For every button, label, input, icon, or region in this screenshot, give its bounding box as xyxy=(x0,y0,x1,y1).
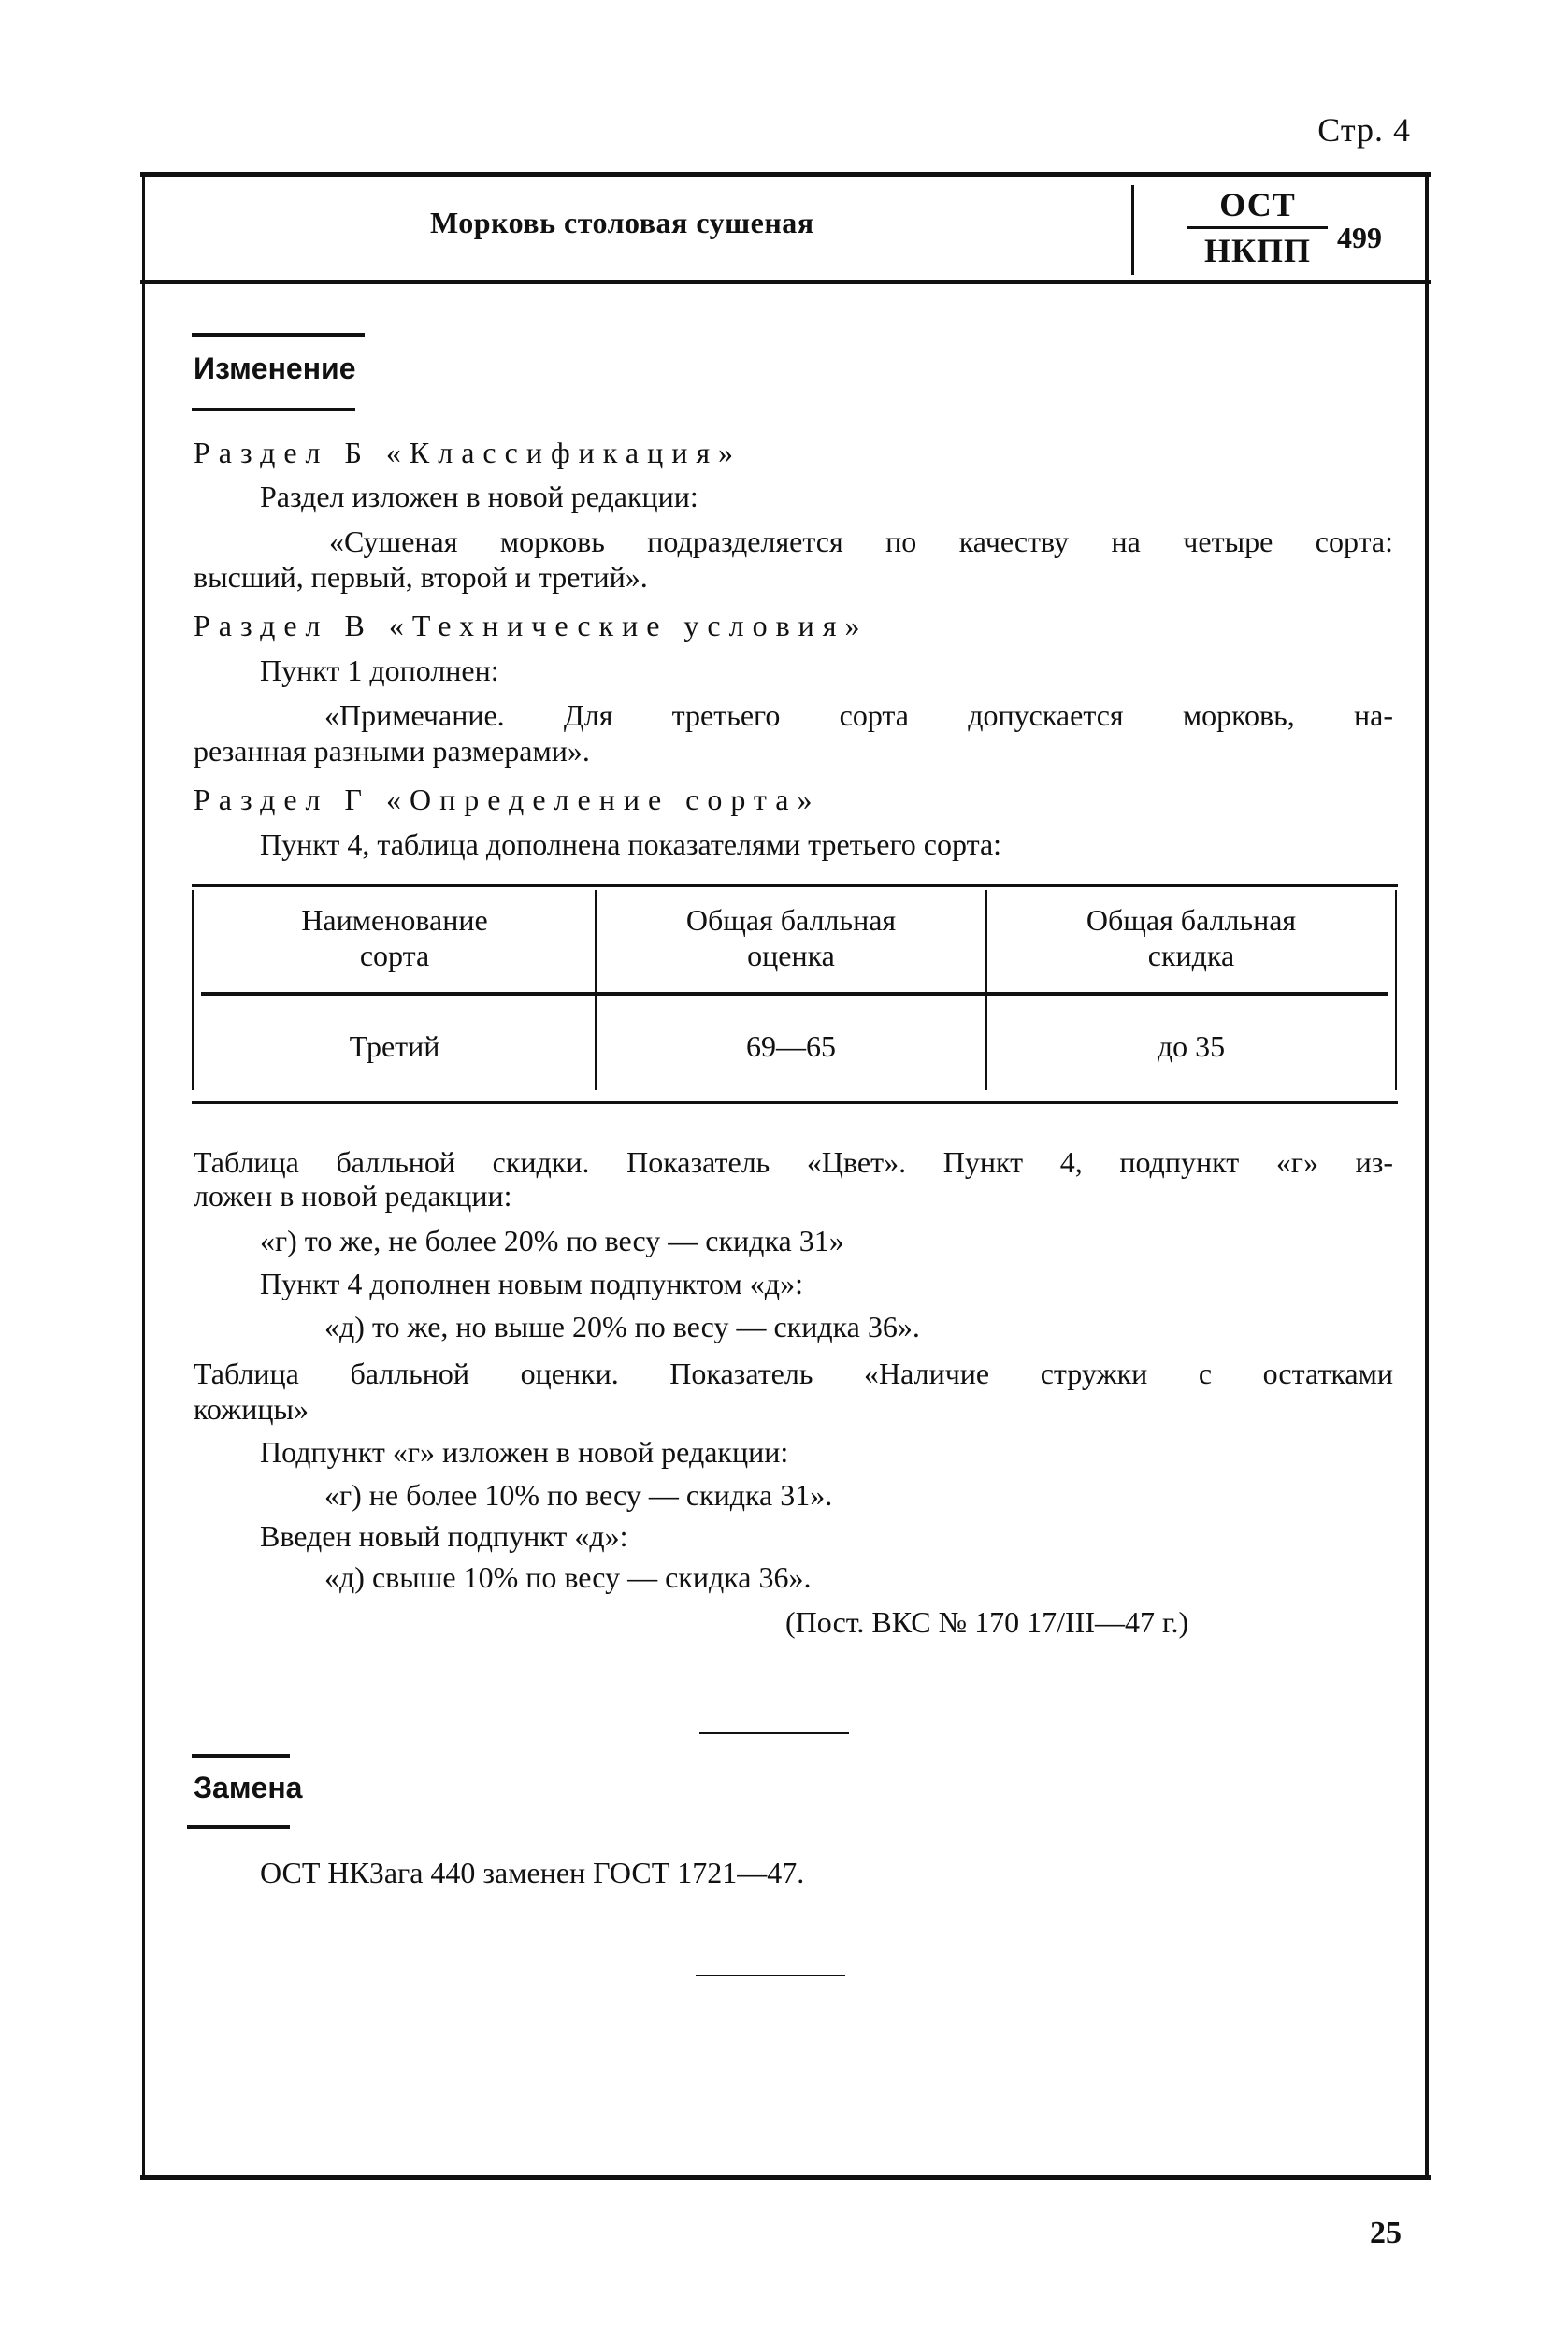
standard-number: 499 xyxy=(1337,221,1382,254)
standard-code xyxy=(1187,185,1328,270)
replacement-heading-rule-top xyxy=(192,1754,290,1758)
page-number: 25 xyxy=(1370,2216,1402,2250)
score-item-g: «г) не более 10% по весу — скидка 31». xyxy=(324,1478,833,1512)
change-heading-rule-top xyxy=(192,333,365,337)
section-v-line-2: резанная разными размерами». xyxy=(194,734,590,768)
discount-added: Пункт 4 дополнен новым подпунктом «д»: xyxy=(260,1267,803,1300)
discount-line-2: ложен в новой редакции: xyxy=(194,1179,512,1213)
discount-item-g: «г) то же, не более 20% по весу — скидка 31» xyxy=(260,1224,844,1257)
section-b-line-1: «Сушеная морковь подразделяется по качеству на четыре сорта: xyxy=(329,524,1393,558)
table-cell-discount: до 35 xyxy=(1157,1029,1226,1063)
section-b-line-2: высший, первый, второй и третий». xyxy=(194,560,648,594)
score-line-1: Таблица балльной оценки. Показатель «Наличие стружки с остатками xyxy=(194,1357,1393,1390)
score-item-d: «д) свыше 10% по весу — скидка 36». xyxy=(324,1560,812,1594)
frame-right-border xyxy=(1425,172,1429,2180)
replacement-heading: Замена xyxy=(194,1771,303,1804)
change-heading-rule-bottom xyxy=(192,408,355,411)
section-g-title: Раздел Г «Определение сорта» xyxy=(194,783,821,816)
section-separator-1 xyxy=(699,1732,849,1734)
frame-top-border xyxy=(140,172,1431,177)
score-line-2: кожицы» xyxy=(194,1392,309,1426)
table-header-cell-1 xyxy=(194,902,595,973)
discount-item-d: «д) то же, но выше 20% по весу — скидка 36». xyxy=(324,1310,920,1343)
table-header-3-line-1: Общая балльная xyxy=(1086,903,1297,937)
replacement-text: ОСТ НКЗага 440 заменен ГОСТ 1721—47. xyxy=(260,1856,805,1889)
table-rule-top xyxy=(192,884,1398,887)
section-v-line-1: «Примечание. Для третьего сорта допускается морковь, на- xyxy=(324,698,1393,732)
frame-left-border xyxy=(142,172,145,2180)
table-header-3-line-2: скидка xyxy=(1147,939,1235,972)
section-g-intro: Пункт 4, таблица дополнена показателями третьего сорта: xyxy=(260,827,1002,861)
section-v-intro: Пункт 1 дополнен: xyxy=(260,653,499,687)
table-border-right xyxy=(1395,890,1397,1090)
resolution-reference: (Пост. ВКС № 170 17/III—47 г.) xyxy=(785,1605,1189,1639)
table-header-rule xyxy=(201,992,1388,996)
section-b-intro: Раздел изложен в новой редакции: xyxy=(260,480,698,513)
section-b-title: Раздел Б «Классификация» xyxy=(194,436,742,469)
header-divider xyxy=(140,280,1431,284)
table-header-1-line-2: сорта xyxy=(359,939,430,972)
standard-code-top: ОСТ xyxy=(1219,186,1296,223)
score-added: Введен новый подпункт «д»: xyxy=(260,1519,628,1553)
table-border-left xyxy=(192,890,194,1090)
table-rule-bottom xyxy=(192,1101,1398,1104)
frame-bottom-border xyxy=(140,2175,1431,2180)
header-vertical-divider xyxy=(1131,185,1134,275)
table-header-cell-2 xyxy=(597,902,985,973)
change-heading: Изменение xyxy=(194,352,356,385)
table-cell-grade: Третий xyxy=(349,1029,440,1063)
section-v-title: Раздел В «Технические условия» xyxy=(194,609,869,642)
standard-code-bottom: НКПП xyxy=(1187,226,1328,270)
score-sub-intro: Подпункт «г» изложен в новой редакции: xyxy=(260,1435,789,1469)
table-header-cell-3 xyxy=(987,902,1395,973)
document-title: Морковь столовая сушеная xyxy=(430,206,814,239)
page-label: Стр. 4 xyxy=(1317,111,1411,149)
table-header-2-line-2: оценка xyxy=(747,939,835,972)
replacement-heading-rule-bottom xyxy=(187,1825,290,1829)
section-separator-2 xyxy=(696,1975,845,1976)
discount-line-1: Таблица балльной скидки. Показатель «Цвет». Пункт 4, подпункт «г» из- xyxy=(194,1145,1393,1179)
table-cell-score: 69—65 xyxy=(746,1029,836,1063)
table-header-1-line-1: Наименование xyxy=(301,903,488,937)
table-header-2-line-1: Общая балльная xyxy=(685,903,897,937)
